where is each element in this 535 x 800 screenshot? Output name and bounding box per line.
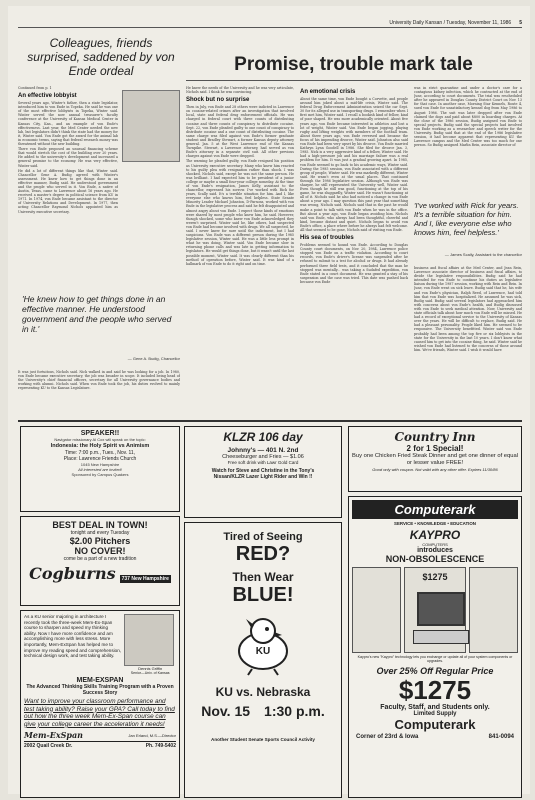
ad-computerark-headline: NON-OBSOLESCENCE: [385, 554, 485, 564]
ad-red-line: RED?: [235, 543, 291, 565]
article-column-3: [300, 86, 408, 416]
ad-cogburns-line: tonight and every Tuesday: [70, 530, 130, 536]
subhead-shock: Shock but no surprise: [186, 97, 250, 104]
col1-paragraph: Several years ago, Winter's father, then a state legislator, introduced him to von Ende in Topeka. He said he was one of the most effective lobbyists in Topeka, Winter said. Winter served the now annual treasurer's faculty conference at the University of Kansas Medical Center in Kansas City, Kan., and an example of von Ende's effectiveness. Last year, the Med Center needed the new lab, but legislators didn't think the state had the money for it, Winter said. Von Ende got the award for the animal lab in economic terms, saying that federal research money was threatened without the new building.: [18, 101, 118, 147]
col1-paragraph: He did a lot of different things like that, Winter said. Chancellor Gene A. Budig agreed with Winter's assessment. He knew how to get things done in an effective manner, Budig said. He understood government and the people who served in it. Von Ende, a native of Austin, Texas, came to Lawrence about 16 years ago. He received a master's degree in political science from KU in 1971. In 1974, von Ende became assistant to the director of University Relations and Development. In 1977, then acting Chancellor Raymond Nichols appointed him as University executive secretary.: [18, 168, 118, 214]
pull-quote-source: — Gene A. Budig, Chancellor: [127, 356, 180, 361]
newspaper-page: [8, 6, 530, 794]
ad-klzr-station: KLZR 106 day: [223, 430, 303, 444]
col2-paragraph: The warning he pleaded guilty, von Ende resigned his position as University executive secretary. Many who knew him reacted to his guilty plea with resignation rather than shock. I was shocked, Nichols said, except he was not the same person. He was brilliant. I had expected him to be president of a junior college or maybe a small four-year college someday. At the time of von Ende's resignation, James Kelly, assistant to the chancellor, expressed his sorrow. I've worked with Rick for years, Scally said. It's a terrible situation for him. And I, like everyone else who knows him, feel helpless. State Senate Minority Leader Michael Johnston, D-Parsons, worked with von Ende in the legislative process and said he felt disappointed and almost angry about von Ende. I expect those kinds of emotions were shared by most people who knew him, he said. However, though shocked, some who knew von Ende acknowledged they weren't surprised. Winter said he, like others, had suspected von Ende had become involved with drugs. We all suspected, he said. I never knew for sure until the indictment, but I had suspicions. Von Ende was a different person during the 1985 legislative session, Winter said. He was a little less prompt in what he was doing, Winter said. Von Ende became slow in returning phone calls and was late in getting information to legislators. He would get things done, but it wasn't until the last possible moment, Winter said. It was clearly different than his method of operation before, Winter said. It was kind of a hallmark of von Ende to do it right and on time.: [186, 159, 294, 266]
ad-klzr-line: Watch for Steve and Christine in the Tony's: [211, 468, 315, 474]
ad-klzr-line: Cheeseburger and Fries — $1.06: [222, 454, 304, 460]
ad-computerark-price: $1275: [398, 674, 472, 705]
ad-klzr: [184, 426, 342, 518]
ad-country-offer: Buy one Chicken Fried Steak Dinner and get one dinner of equal or lesser value FREE!: [352, 453, 518, 466]
ad-speaker-sponsor: Sponsored by Campus Quakers: [71, 472, 129, 477]
article-column-1-lower: [18, 370, 180, 414]
col4-paragraph: business and fiscal affairs at the Med Center, and Jean Rein, Lawrence associate director of business and fiscal affairs, to divide the legislative responsibilities. Budig said he had intended for von Ende to continue his duties as legislative liaison during the 1987 session, working with Rein and Rein. In June, von Ende went on sick leave. Budig said that he, his wife and von Ende's physician, Ralph Reed, of Lawrence, had told him that von Ende was hospitalized. He assumed he was sick, Budig said. Budig said several legislators had approached him with concerns about von Ende's health, and Budig discussed with von Ende to seek medical attention. Now, University and state officials talk about how much von Ende will be missed. He had a record of exceptional service to the University of Kansas over the years. He will be difficult to replace, Budig said. He had a pleasant personality. People liked him. He seemed to be responsive. The University benefitted. Winter said von Ende probably had been among the top five or six lobbyists in the state for the University in the last 10 years. I don't know what caused him to get into the cocaine thing, he said. Winter said he wished von Ende had listened to the concerns of those around him. We're friends, Winter said. I wish it would have: [414, 266, 522, 352]
ad-red-line: BLUE!: [232, 584, 294, 606]
article-column-2: [186, 86, 294, 416]
kaypro-sub: COMPUTERS: [422, 542, 448, 547]
jayhawk-ku-text: KU: [255, 646, 271, 657]
kaypro-logo: KAYPRO: [409, 528, 461, 542]
main-headline: Promise, trouble mark tale: [234, 54, 473, 75]
col1b-paragraph: It was just fortuitous, Nichols said. Nick walked in and said he was looking for a job. In 1980, von Ende became executive secretary, the job was broader in scope. It included being head of the University's chief financial officers, secretary for all University governance bodies and working with alumni. Nichols said. When von Ende took the job, his duties evolved to mainly representing KU to the Kansas Legislature.: [18, 370, 180, 391]
ad-cogburns-brand: Cogburns: [29, 564, 116, 583]
ad-computerark-brand: Computerark: [394, 502, 476, 517]
page-header: [18, 20, 522, 28]
portrait-photo: [122, 90, 180, 162]
ads-divider: [18, 420, 522, 422]
ad-cogburns-address: 737 New Hampshire: [121, 576, 169, 582]
ad-computerark-note: Kaypro's new "Kaypro" technology lets you exchange or update all of your system components or upgrades.: [357, 655, 513, 664]
ad-memexspan: [20, 610, 180, 798]
ad-cogburns: [20, 516, 180, 606]
ad-memexspan-brand: MEM-EXSPAN: [76, 677, 124, 684]
ad-memexspan-pitch: Want to improve your classroom performance and test taking ability? Raise your GPA? Call today to find out how the three week Mem-Ex-Span course can give your college career the acceleration it needs!: [24, 698, 175, 728]
product-panel: [352, 567, 401, 653]
ad-country-terms: Good only with coupon. Not valid with any other offer. Expires 11/30/86: [372, 467, 498, 472]
pull-quote-scally: 'I've worked with Rick for years. It's a terrible situation for him. And I, like everyone else who knows him, feel helpless.': [414, 201, 519, 237]
col3-paragraph: Problems seemed to hound von Ende. According to Douglas County court documents, on Nov. 20, 1984, Lawrence police stopped von Ende on a traffic violation. According to court records, von Ende's driver's license was suspended after he refused to submit to a test for alcohol or drugs. It had already performed three field tests, and it concluded that the man he stopped was mentally... was taking a Sudafed expedition, von Ende stated in a court document. He was granted a stay of his suspension and the case was tried. This date was pushed back because von Ende: [300, 243, 408, 284]
ad-country-special: 2 for 1 Special!: [406, 444, 464, 453]
ad-speaker-time: Time: 7:00 p.m., Tues., Nov. 11,: [64, 450, 136, 456]
ad-computerark-brand-footer: Computerark: [394, 716, 476, 732]
headline-rule: [186, 80, 521, 81]
ad-country-inn: [348, 426, 522, 492]
ad-memexspan-director: Jan Erland, M.S.—Director: [128, 732, 176, 738]
ad-speaker-title: SPEAKER!!: [80, 430, 120, 437]
pull-quote-source: — James Scally, Assistant to the chancellor: [444, 252, 522, 257]
col2-paragraph: Then in July, von Ende and 28 others were indicted in Lawrence on cocaine-related crimes after an investigation that involved local, state and federal drug enforcement officials. He was charged in federal court with three counts of distributing cocaine and three counts of conspiracy to distribute cocaine. Sept. 22, von Ende pleaded guilty to one count of conspiracy to distribute cocaine and a one count of distributing cocaine. The same charge was filed against von Ende's former graduate student and Bradley Stewart, a former Kansas deputy attorney general. Jan. 5 at the West Lawrence end of the Kansas Turnpike. Stewart, a Lawrence attorney, had served as von Ende's attorney in a separate civil suit. All other previous charges against von Ende were dropped.: [186, 105, 294, 159]
testimonial-photo: [124, 614, 174, 666]
ad-computerark-eligibility: Faculty, Staff, and Students only.: [380, 703, 490, 711]
subhead-lobbyist: An effective lobbyist: [18, 93, 77, 100]
ad-computerark-discount: Over 25% Off Regular Price: [376, 665, 494, 676]
article-column-4: [414, 86, 522, 196]
ad-red-line: Then Wear: [232, 570, 294, 584]
jayhawk-logo: [232, 615, 294, 677]
photo-caption: Senior—Univ. of Kansas: [130, 671, 170, 675]
ad-cogburns-pitchers: $2.00 Pitchers: [69, 536, 131, 546]
ad-klzr-line: Nissan/KLZR Lazer Light Rider and Win !!: [213, 474, 313, 480]
ad-speaker-address: 1045 New Hampshire: [80, 462, 120, 467]
ad-speaker-line: Navigator missionary Al Cox will speak on the topic:: [54, 437, 146, 442]
ad-computerark-price-small: $1275: [422, 572, 448, 582]
ad-klzr-line: Johnny's — 401 N. 2nd: [227, 447, 299, 454]
product-panel: [469, 567, 518, 653]
col2-paragraph: He knew the needs of the University and he was very articulate, Nichols said. I think he was convincing.: [186, 86, 294, 95]
page-number: 5: [519, 20, 522, 26]
ad-cogburns-cover: NO COVER!: [74, 546, 126, 556]
ad-red-line: Tired of Seeing: [223, 531, 303, 543]
ad-computerark-tagline: SERVICE • KNOWLEDGE • EDUCATION: [394, 521, 476, 526]
ad-memexspan-logo: Mem-ExSpan: [24, 730, 83, 741]
subhead-emotional-crisis: An emotional crisis: [300, 89, 356, 95]
article-column-4-lower: [414, 266, 522, 416]
ad-red-footer: Another Student Senate Sports Council Activity: [211, 737, 315, 742]
ad-cogburns-tradition: come be a part of a new tradition: [63, 556, 137, 562]
ad-memexspan-address: 2002 Quail Creek Dr.: [24, 743, 73, 750]
ad-red-date: Nov. 15: [201, 703, 251, 719]
col1-paragraph: There von Ende proposed an unusual financing scheme that would stretch the cost of the building over 20 years. He added to the university's development and increased a general promise to the economy. He was very effective, Winter said.: [18, 147, 118, 168]
ad-memexspan-phone: Ph. 749-5402: [145, 743, 176, 750]
ad-speaker-topic: Indonesia: the Holy Spirit vs Animism: [50, 443, 150, 449]
ad-red-game: KU vs. Nebraska: [215, 685, 311, 699]
ad-computerark-phone: 841-0094: [488, 733, 514, 740]
ad-cogburns-title: BEST DEAL IN TOWN!: [52, 520, 148, 530]
ad-computerark-intro: introduces: [417, 547, 453, 554]
col4-paragraph: was in strict quarantine and under a doctor's care for a contagious kidney infection, which he contracted at the end of June, according to court documents. The trial was rescheduled after he appeared in Douglas County District Court on Nov. 13 for that case. In another case, Morning Star Kennels, Route 4, sued von Ende for unsatisfactory kennel dog from May 1986 to August 1986. The suit was later dropped after von Ende claimed the dogs and paid about $800 in boarding charges. At the close of the 1986 session, Budig assigned von Ende to special projects. Budig said the special projects had involved von Ende working as a researcher and speech writer for the University. Budig said that at the end of the 1986 legislative session, it had become apparent that representing KU the Lawrence campus and the Med Center was too much for one person. So Budig assigned Marlin Rein, associate director of: [414, 86, 522, 148]
ad-computerark-address: Corner of 23rd & Iowa: [356, 733, 419, 740]
ad-klzr-line: Free soft drink with Lawr Gold Card: [227, 460, 299, 465]
kicker-headline: Colleagues, friends surprised, saddened by von Ende ordeal: [27, 36, 175, 78]
pull-quote-budig: 'He knew how to get things done in an effective manner. He understood government and the people who served in it.': [22, 294, 172, 334]
subhead-sea-of-troubles: His sea of troubles: [300, 235, 354, 242]
ad-memexspan-testimonial: As a KU senior majoring in architecture I recently took the three-week Mem-Ex-Span course to sharpen and speed my thinking ability. Now I have more confidence and am accomplishing more with less stress. More importantly, Mem-ExSpan has helped me to improve my reading speed and comprehension, technical design work, and test taking ability.: [24, 614, 122, 659]
computer-monitor-icon: [417, 592, 465, 626]
ad-tired-of-red: [184, 522, 342, 798]
ad-computerark: [348, 496, 522, 798]
photo-caption: Dennis Griffin: [138, 666, 163, 671]
ad-computerark-supply: Limited Supply: [413, 710, 457, 717]
ad-speaker-invite: All interested are invited!: [78, 467, 122, 472]
ad-memexspan-tagline: The Advanced Thinking Skills Training Program with a Proven Success Story: [26, 684, 174, 696]
ad-red-time: 1:30 p.m.: [264, 703, 325, 719]
ad-speaker-place: Place: Lawrence Friends Church: [63, 456, 137, 462]
ad-speaker: [20, 426, 180, 512]
keyboard-icon: [413, 630, 469, 644]
ad-country-title: Country Inn: [394, 430, 476, 444]
continued-note: Continued from p. 1: [18, 86, 52, 90]
computer-image: [404, 567, 467, 653]
col3-paragraph: About the same time, von Ende bought a Corvette, and people around him joked about a mid-life crisis, Winter said. The federal Drug Enforcement Administration seized the car Sept. 30 for its alleged use in transporting drugs. I remember when I first met him, Winter said. I recall a bookish kind of fellow, kind of poor shaped. He was more academically oriented. About five years ago, von Ende became interested in athletics and lost a lot of weight, Winter said. Von Ende began jogging, playing rugby and lifting weights with members of the football team. About three years ago, von Ende reversed and became the focus of his impending divorce, Winter said. Johnston also said von Ende had been very upset by his divorce. Von Ende married Kathryn Lynn Goodell in 1986. She filed for divorce Jan. 3, 1985. Nick is a very aggressive kind of a fellow, Winter said. He had a high-pressure job and his marriage failure was a real problem for him. It was just a gradual growing apart. In 1985, von Ende seemed to go back to his academic ways, Winter said. During the 1985 session, von Ende associated with a different group of people, Winter said. He was markedly different, Winter said. He wasn't even at the usual places. That continued through the 1986 legislative session. Although von Ende was sharper, he still represented the University well, Winter said. Even though he still was good, functioning at the top of his game, he was sluggardly, Winter said. He wasn't functioning at all of it. Nichols said he also had noticed a change in von Ende about a year ago. I may question this past year that something was wrong, Nichols said. Nichols said that in the past he would make a point to talk with von Ende when he was in the office. But about a year ago, von Ende began avoiding him. Nichols said von Ende, who always had been thoughtful, cheerful and kind, became distant and quiet. Nichols began to avoid von Ende's office, a place where before he always had felt welcome. All that seemed to be gone, Nichols said of visiting von Ende.: [300, 97, 408, 232]
paper-dateline: University Daily Kansan / Tuesday, November 11, 1986: [389, 20, 512, 26]
